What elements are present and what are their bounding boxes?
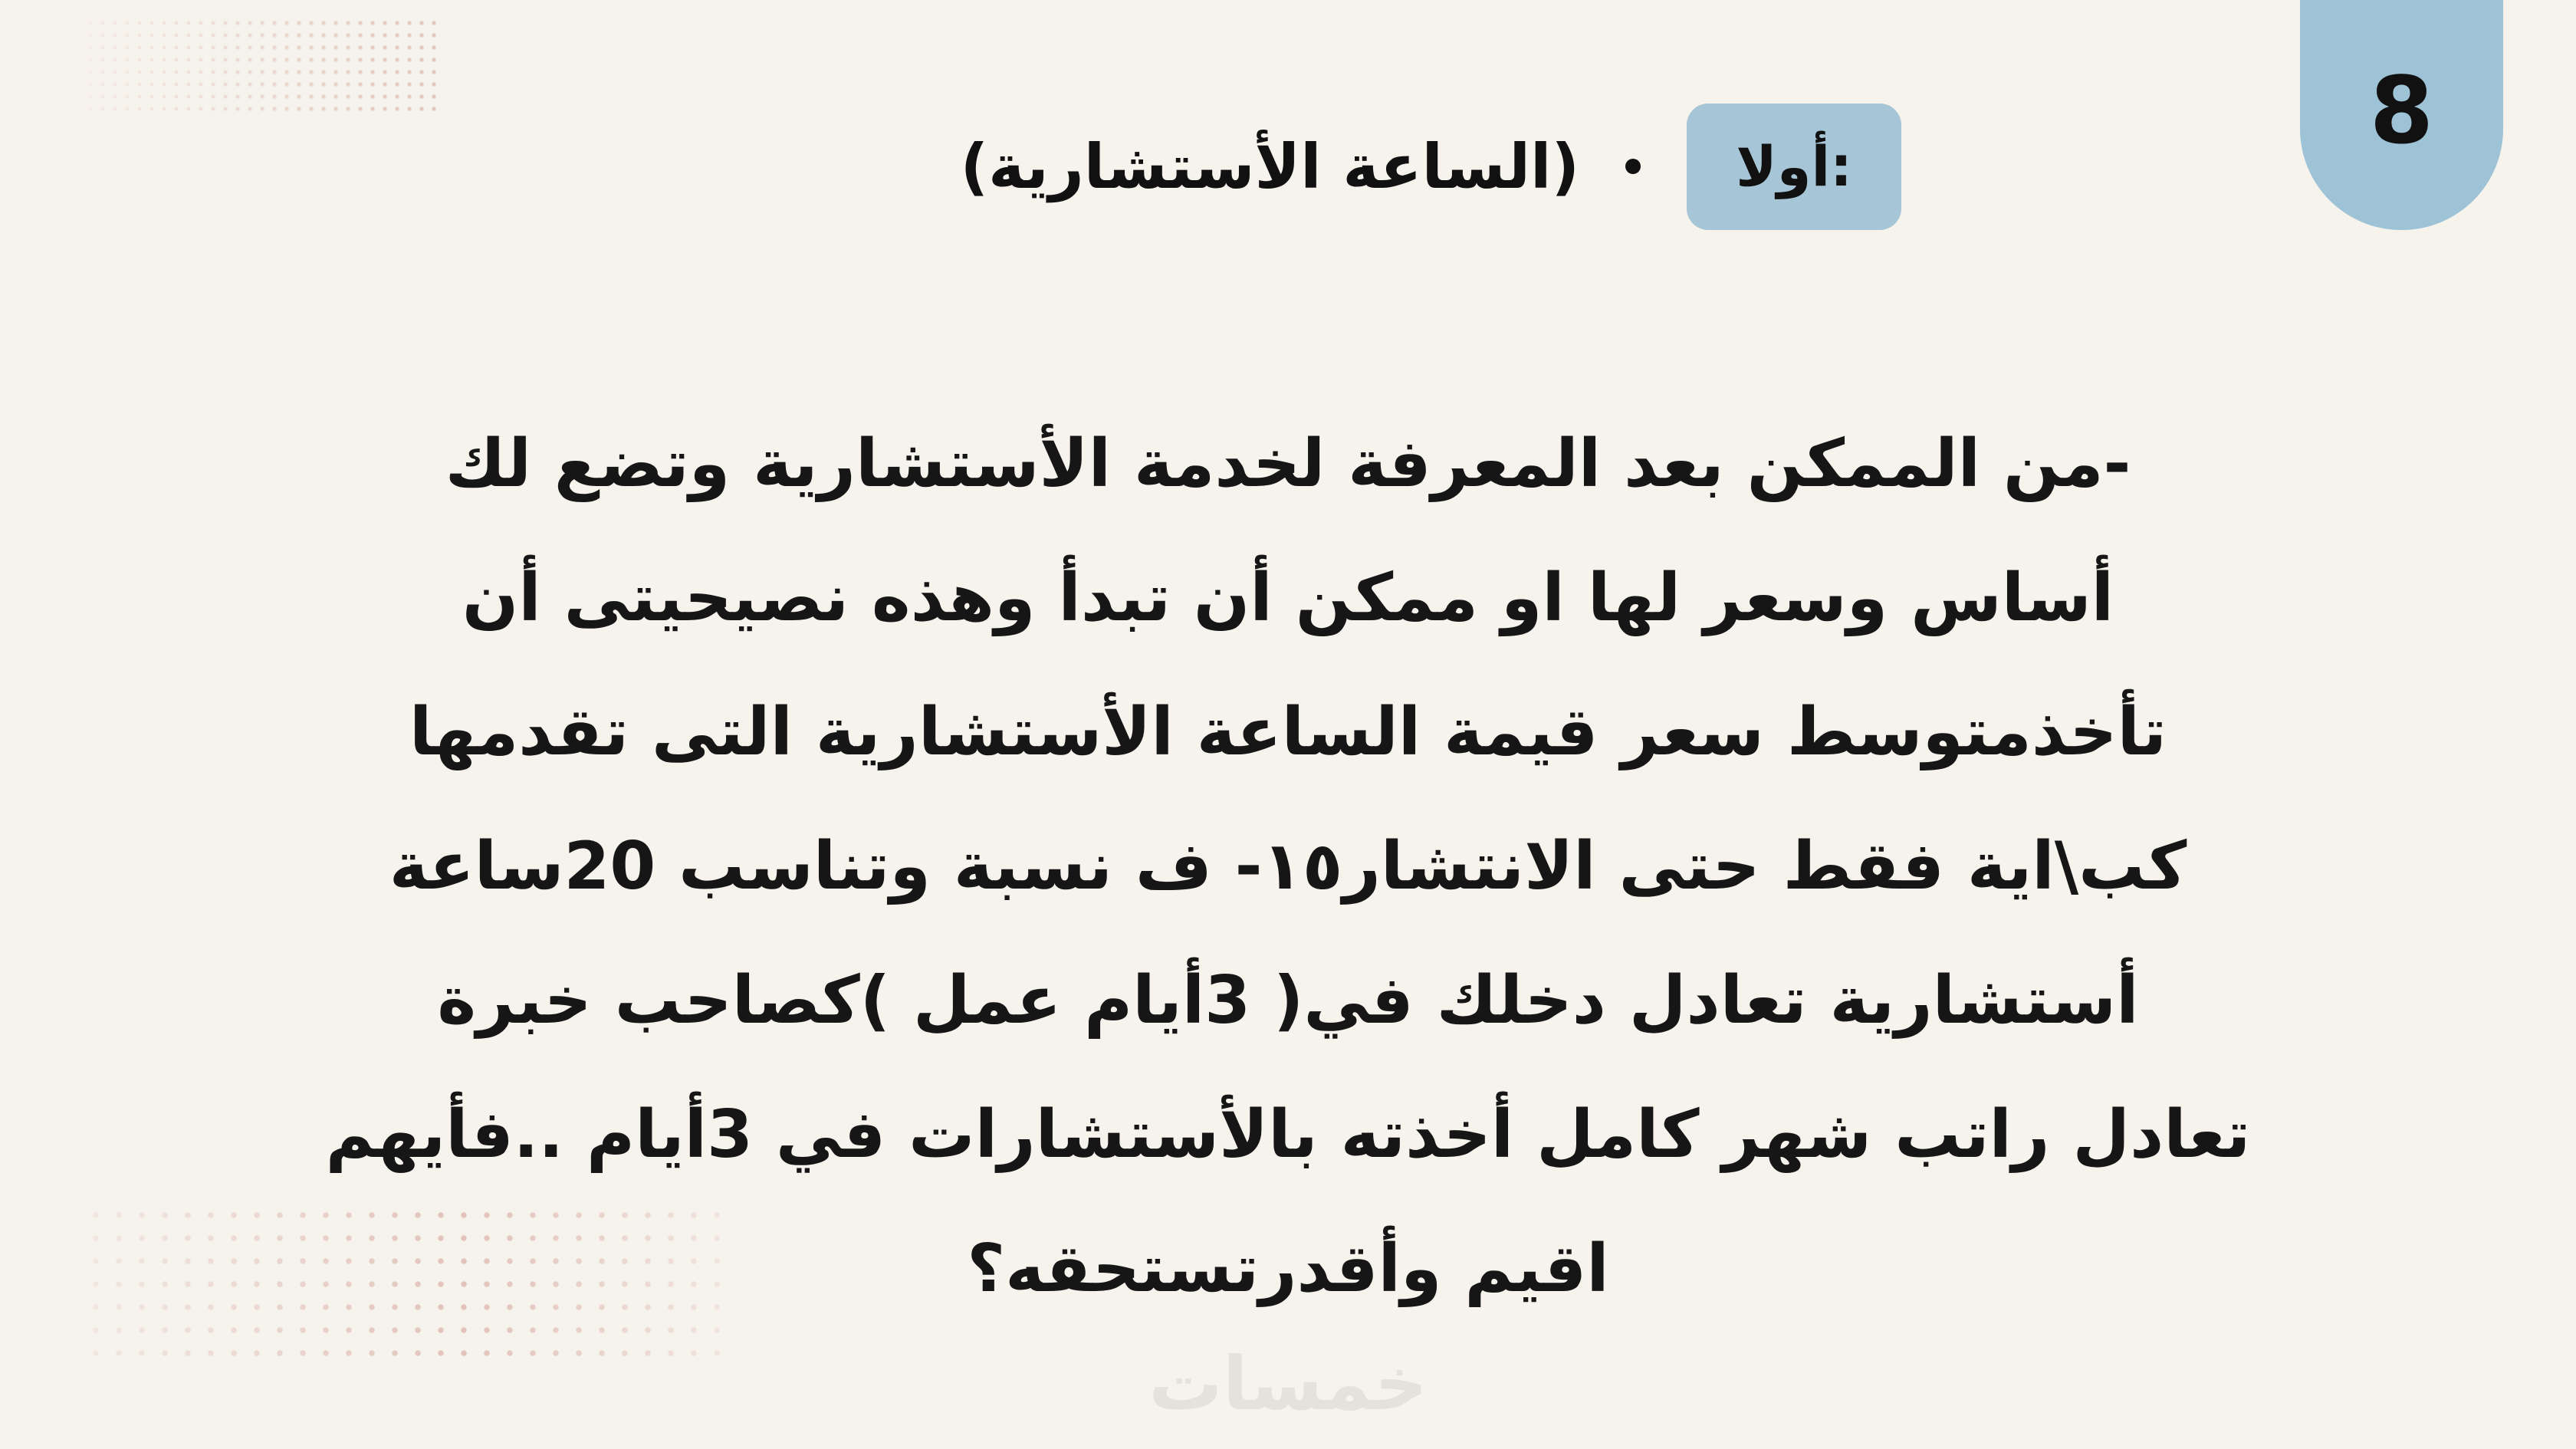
page-number-tab bbox=[2300, 0, 2503, 230]
body-line: أستشارية تعادل دخلك في( 3أيام عمل )كصاحب خبرة bbox=[437, 962, 2139, 1039]
body-line: كب\اية فقط حتى الانتشار١٥- ف نسبة وتناسب 20ساعة bbox=[389, 828, 2187, 905]
body-line: تعادل راتب شهر كامل أخذته بالأستشارات في 3أيام ..فأيهم bbox=[325, 1096, 2251, 1173]
body-line: اقيم وأقدرتستحقه؟ bbox=[967, 1230, 1609, 1307]
body-line: -من الممكن بعد المعرفة لخدمة الأستشارية وتضع لك bbox=[445, 426, 2131, 502]
slide-body-text bbox=[261, 414, 2315, 1353]
section-title: (الساعة الأستشارية) bbox=[960, 130, 1579, 202]
section-label: أولا: bbox=[1736, 134, 1852, 199]
khamsat-watermark-logo bbox=[1127, 1338, 1449, 1430]
decorative-dots-top bbox=[84, 17, 437, 117]
slide-header bbox=[828, 101, 1901, 232]
body-line: تأخذمتوسط سعر قيمة الساعة الأستشارية التى تقدمها bbox=[409, 694, 2167, 770]
body-line: أساس وسعر لها او ممكن أن تبدأ وهذه نصيحيتى أن bbox=[462, 560, 2114, 636]
bullet-dot bbox=[1625, 159, 1641, 174]
watermark-text: خمسات bbox=[1148, 1341, 1428, 1427]
section-label-pill bbox=[1687, 104, 1901, 230]
page-number: 8 bbox=[2369, 58, 2434, 165]
